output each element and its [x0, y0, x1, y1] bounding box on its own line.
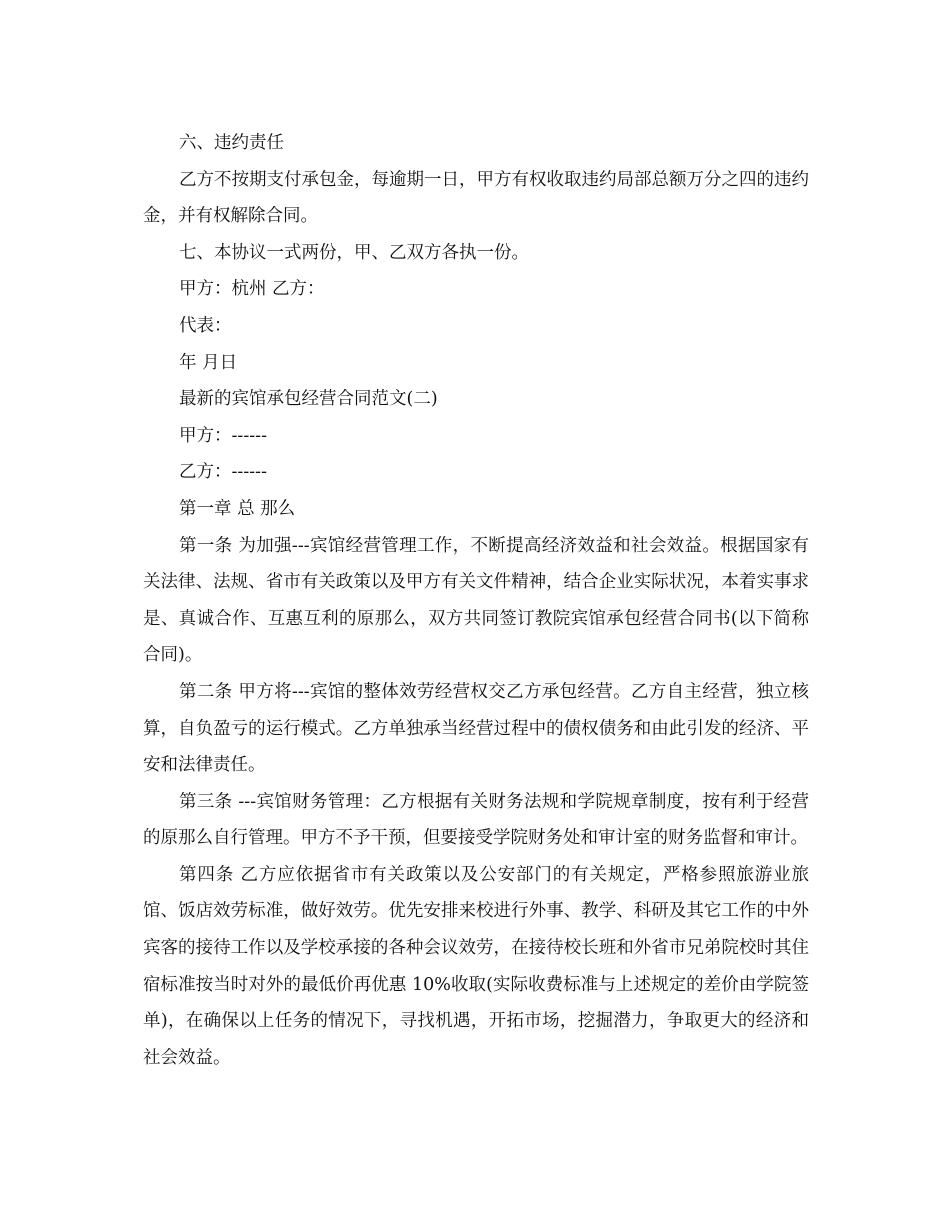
document-body: [143, 125, 809, 1076]
article-4: 第四条 乙方应依据省市有关政策以及公安部门的有关规定，严格参照旅游业旅馆、饭店效劳标准，做好效劳。优先安排来校进行外事、教学、科研及其它工作的中外宾客的接待工作以及学校承接的各种会议效劳，在接待校长班和外省市兄弟院校时其住宿标准按当时对外的最低价再优惠 10%收取(实际收费标准与上述规定的差价由学院签单)，在确保以上任务的情况下，寻找机遇，开拓市场，挖掘潜力，争取更大的经济和社会效益。: [143, 864, 809, 1068]
contract-title: 最新的宾馆承包经营合同范文(二): [179, 389, 438, 410]
paragraph-copies-clause: 七、本协议一式两份，甲、乙双方各执一份。: [179, 242, 529, 263]
section-heading-breach-liability: 六、违约责任: [179, 133, 284, 153]
article-1: 第一条 为加强---宾馆经营管理工作，不断提高经济效益和社会效益。根据国家有关法律、法规、省市有关政策以及甲方有关文件精神，结合企业实际状况，本着实事求是、真诚合作、互惠互利的原那么，双方共同签订教院宾馆承包经营合同书(以下简称合同)。: [143, 535, 809, 666]
party-a-line: 甲方：------: [179, 425, 267, 446]
party-b-line: 乙方：------: [179, 462, 267, 483]
signature-representative-line: 代表：: [179, 315, 232, 336]
paragraph-late-payment-penalty: 乙方不按期支付承包金，每逾期一日，甲方有权收取违约局部总额万分之四的违约金，并有权解除合同。: [143, 169, 809, 227]
signature-date-line: 年 月日: [179, 352, 238, 373]
chapter-heading: 第一章 总 那么: [179, 498, 296, 519]
article-3: 第三条 ---宾馆财务管理：乙方根据有关财务法规和学院规章制度，按有利于经营的原那么自行管理。甲方不予干预，但要接受学院财务处和审计室的财务监督和审计。: [143, 791, 809, 849]
article-2: 第二条 甲方将---宾馆的整体效劳经营权交乙方承包经营。乙方自主经营，独立核算，自负盈亏的运行模式。乙方单独承当经营过程中的债权债务和由此引发的经济、平安和法律责任。: [143, 681, 809, 776]
signature-party-line: 甲方：杭州 乙方：: [179, 279, 325, 300]
